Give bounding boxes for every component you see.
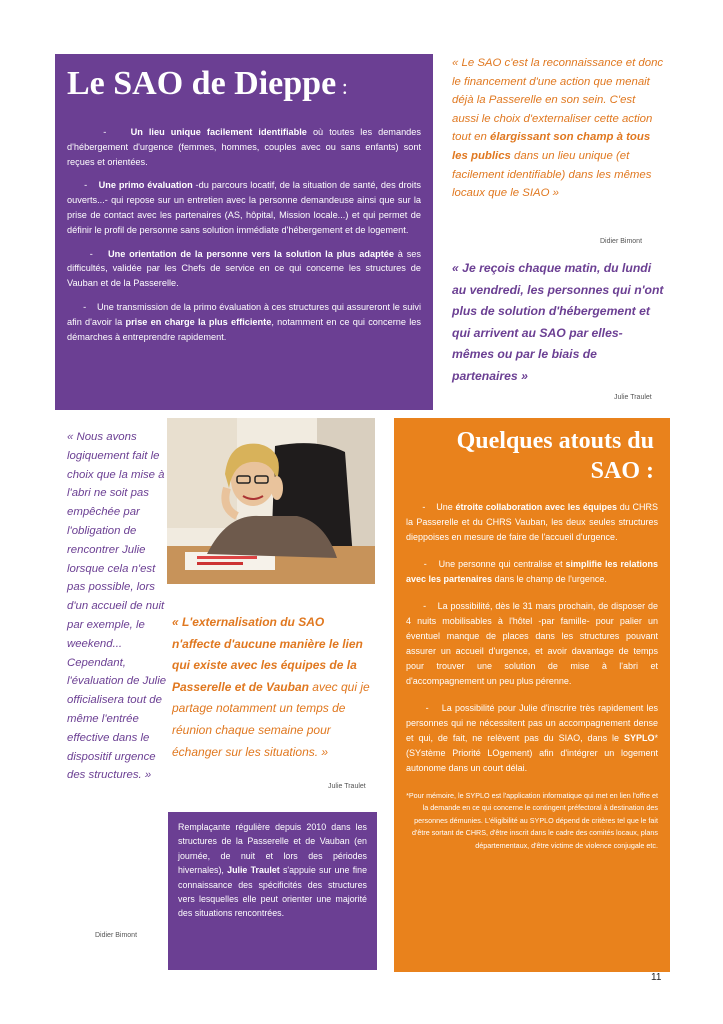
atout-1-rest: du CHRS la Passerelle et du CHRS Vauban, les deux seules structures dieppoises en mesure de faire de l'accueil d'urgence. xyxy=(406,502,659,542)
julie-box-text: Remplaçante régulière depuis 2010 dans les structures de la Passerelle et de Vauban (en journée, de nuit et lors des périodes hivernales), xyxy=(178,822,367,876)
quote-traulet-1: « Je reçois chaque matin, du lundi au vendredi, les personnes qui n'ont plus de solution d'hébergement et qui arrivent au SAO par elles-mêmes ou par le biais de partenaires » xyxy=(452,261,664,383)
quote-1-rest: dans un lieu unique (et facilement identifiable) dans les mêmes locaux que le SIAO » xyxy=(452,149,652,200)
sao-point-4-text: Une transmission de la primo évaluation à ces structures qui assureront le suivi afin d'avoir la xyxy=(67,301,421,327)
atout-3-text: La possibilité, dès le 31 mars prochain, de disposer de 4 nuits mobilisables à l'hôtel -par famille- pour palier un éventuel manque de places dans les structures pouvant assurer un accueil d'urgence, et avoir davantage de temps pour trouver une solution de mise à l'abri et d'accompagnement un peu plus pérenne. xyxy=(406,601,658,686)
sao-point-4-bold: prise en charge la plus efficiente xyxy=(125,316,272,327)
atout-2: - Une personne qui centralise et simplifie les relations avec les partenaires dans le champ de l'urgence. xyxy=(406,559,658,584)
sao-intro-box xyxy=(55,54,433,410)
quote-bimont-1 xyxy=(452,54,664,203)
atouts-title-line-1: Quelques atouts du xyxy=(456,428,654,454)
quote-bimont-2: « Nous avons logiquement fait le choix que la mise à l'abri ne soit pas empêchée par l'obligation de rencontrer Julie lorsque cela n'est pas possible, lors d'un accueil de nuit par exemple, le weekend... Cependant, l'évaluation de Julie officialisera tout de même l'entrée effective dans le dispositif urgence des structures. » xyxy=(67,431,167,782)
atout-2-rest: dans le champ de l'urgence. xyxy=(492,574,607,584)
sao-point-3-text: à ses difficultés, validée par les Chefs de service en ce qui concerne les structures de Vauban et de la Passerelle. xyxy=(67,248,421,289)
quote-2-author: Julie Traulet xyxy=(614,394,652,401)
atout-1-bold: étroite collaboration avec les équipes xyxy=(455,502,618,512)
julie-traulet-box xyxy=(168,812,377,970)
julie-box-name: Julie Traulet xyxy=(227,865,280,876)
quote-1-author: Didier Bimont xyxy=(600,238,643,245)
page-number: 11 xyxy=(651,972,662,983)
sao-point-3-lead: Une orientation de la personne vers la solution la plus adaptée xyxy=(107,248,394,259)
atouts-title xyxy=(406,426,654,486)
atout-1-text: Une xyxy=(436,502,456,512)
julie-box-rest: s'appuie sur une fine connaissance des spécificités des structures vers lesquelles elle peut orienter une majorité des situations rencontrées. xyxy=(178,865,368,919)
syplo-footnote: *Pour mémoire, le SYPLO est l'application informatique qui met en lien l'offre et la demande en ce qui concerne le contingent préfectoral à destination des personnes démunies. L'éligibilité au SYPLO dépend de critères tel que le fait d'être sortant de CHRS, d'être inscrit dans le cadre des comités locaux, plans départementaux, d'être victime de violence conjugale etc. xyxy=(406,791,658,850)
sao-title xyxy=(67,64,421,107)
atout-4-rest: * (SYstème Priorité LOgement) afin d'intégrer un logement autonome dans un court délai. xyxy=(406,733,658,773)
sao-point-1-text: où toutes les demandes d'hébergement d'urgence (femmes, hommes, couples avec ou sans enfants) sont reçues et orientées. xyxy=(67,127,421,167)
atout-2-text: Une personne qui centralise et xyxy=(438,559,566,569)
quote-3-author: Didier Bimont xyxy=(95,932,138,939)
sao-point-4: - Une transmission de la primo évaluation à ces structures qui assureront le suivi afin d'avoir la prise en charge la plus efficiente, notamment en ce qui concerne les démarches à entreprendre rapidement. xyxy=(67,301,421,342)
atout-1: - Une étroite collaboration avec les équipes du CHRS la Passerelle et du CHRS Vauban, les deux seules structures dieppoises en mesure de faire de l'accueil d'urgence. xyxy=(406,502,659,542)
atout-4: - La possibilité pour Julie d'inscrire très rapidement les personnes qui ne nécessitent pas un accompagnement dense et qui, de fait, ne relèvent pas du SIAO, dans le SYPLO* (SYstème Priorité LOgement) afin d'intégrer un logement autonome dans un court délai. xyxy=(406,703,658,773)
atouts-box xyxy=(394,418,670,972)
quote-4-author: Julie Traulet xyxy=(328,783,366,790)
photo-julie-traulet xyxy=(167,418,375,584)
sao-point-2-lead: Une primo évaluation xyxy=(98,180,193,191)
quote-4-text: « L'externalisation du SAO n'affecte d'aucune manière le lien qui existe avec les équipes de la Passerelle et de Vauban xyxy=(172,615,363,694)
quote-1-bold: élargissant son champ à tous les publics xyxy=(452,131,651,162)
sao-point-1-lead: Un lieu unique facilement identifiable xyxy=(130,127,307,137)
photo-illustration xyxy=(167,418,375,584)
atout-2-bold: simplifie les relations avec les partenaires xyxy=(406,559,658,584)
atout-4-text: La possibilité pour Julie d'inscrire très rapidement les personnes qui ne nécessitent pas un accompagnement dense et qui, de fait, ne relèvent pas du SIAO, dans le xyxy=(406,703,658,743)
atouts-title-line-2: SAO : xyxy=(590,458,654,484)
atout-4-bold: SYPLO xyxy=(623,733,655,743)
sao-point-4-rest: , notamment en ce qui concerne les démarches à entreprendre rapidement. xyxy=(67,316,421,342)
atout-3: - La possibilité, dès le 31 mars prochain, de disposer de 4 nuits mobilisables à l'hôtel -par famille- pour palier un éventuel manque de places dans les structures pouvant assurer un accueil d'urgence, et avoir davantage de temps pour trouver une solution de mise à l'abri et d'accompagnement un peu plus pérenne. xyxy=(406,601,658,686)
sao-point-1: - Un lieu unique facilement identifiable où toutes les demandes d'hébergement d'urgence (femmes, hommes, couples avec ou sans enfants) sont reçues et orientées. xyxy=(67,127,421,167)
sao-point-2: - Une primo évaluation -du parcours locatif, de la situation de santé, des droits ouverts...- qui repose sur un entretien avec la personne demandeuse ainsi que sur la prise de contact avec les partenaires (AS, hôpital, Mission locale...) et qui permet de définir le profil de personne sans solution immédiate d'hébergement et de logement. xyxy=(67,180,421,235)
sao-point-2-text: -du parcours locatif, de la situation de santé, des droits ouverts...- qui repose sur un entretien avec la personne demandeuse ainsi que sur la prise de contact avec les partenaires (AS, hôpital, Mission locale...) et qui permet de définir le profil de personne sans solution immédiate d'hébergement et de logement. xyxy=(67,180,421,235)
sao-title-text: Le SAO de Dieppe xyxy=(67,65,337,102)
sao-point-3: - Une orientation de la personne vers la solution la plus adaptée à ses difficultés, validée par les Chefs de service en ce qui concerne les structures de Vauban et de la Passerelle. xyxy=(67,248,421,289)
quote-traulet-2 xyxy=(172,612,372,763)
quote-4-rest: avec qui je partage notamment un temps de réunion chaque semaine pour échanger sur les situations. » xyxy=(172,679,370,759)
quote-1-text: « Le SAO c'est la reconnaissance et donc le financement d'une action que menait déjà la Passerelle en son sein. C'est aussi le choix d'externaliser cette action tout en xyxy=(452,57,664,144)
sao-title-colon: : xyxy=(336,74,348,99)
